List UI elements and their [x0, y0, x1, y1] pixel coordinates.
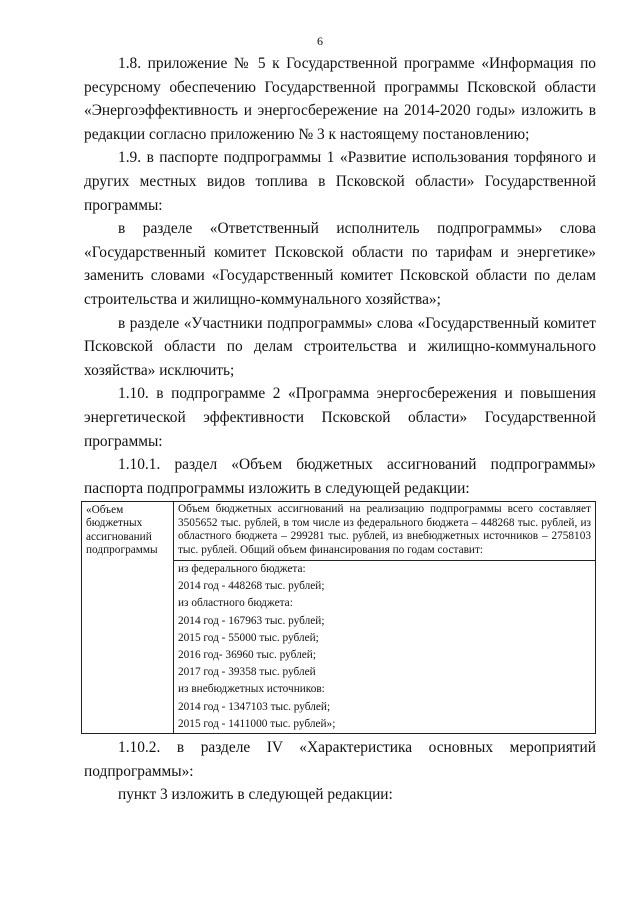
paragraph-1-9: 1.9. в паспорте подпрограммы 1 «Развитие использования торфяного и других местных видов топлива в Псковской области» Государственной программы:	[84, 149, 596, 214]
paragraph-1-10: 1.10. в подпрограмме 2 «Программа энергосбережения и повышения энергетической эффективности Псковской области» Государственной программы:	[84, 385, 596, 450]
table-line: 2014 год - 1347103 тыс. рублей;	[178, 700, 331, 713]
table-line: 2014 год - 167963 тыс. рублей;	[178, 614, 325, 627]
table-line: из областного бюджета:	[178, 597, 293, 610]
table-line: 2015 год - 1411000 тыс. рублей»;	[178, 717, 336, 730]
paragraph-responsible-executor: в разделе «Ответственный исполнитель подпрограммы» слова «Государственный комитет Псковской области по тарифам и энергетике» заменить словами «Государственный комитет Псковской области по делам строительства и жилищно-коммунального хозяйства»;	[84, 220, 596, 308]
table-label: «Объем бюджетных ассигнований подпрограммы	[86, 504, 158, 556]
table-content-cell	[174, 502, 596, 734]
table-line: 2016 год- 36960 тыс. рублей;	[178, 648, 316, 661]
paragraph-1-10-1: 1.10.1. раздел «Объем бюджетных ассигнований подпрограммы» паспорта подпрограммы изложить в следующей редакции:	[84, 456, 596, 497]
budget-allocation-table	[81, 501, 596, 734]
paragraph-1-10-2: 1.10.2. в разделе IV «Характеристика основных мероприятий подпрограммы»:	[84, 738, 596, 780]
document-body	[84, 52, 596, 807]
table-intro-text: Объем бюджетных ассигнований на реализацию подпрограммы всего составляет 3505652 тыс. рублей, в том числе из федерального бюджета – 448268 тыс. рублей, из областного бюджета – 299281 тыс. рублей, из внебюджетных источников – 2758103 тыс. рублей. Общий объем финансирования по годам составит:	[178, 503, 591, 556]
paragraph-point-3: пункт 3 изложить в следующей редакции:	[118, 786, 393, 804]
page-number: 6	[317, 34, 323, 48]
paragraph-1-8: 1.8. приложение № 5 к Государственной программе «Информация по ресурсному обеспечению Государственной программы Псковской области «Энергоэффективность и энергосбережение на 2014-2020 годы» изложить в редакции согласно приложению № 3 к настоящему постановлению;	[84, 55, 596, 143]
table-line: из федерального бюджета:	[178, 562, 306, 575]
paragraph-participants: в разделе «Участники подпрограммы» слова «Государственный комитет Псковской области по делам строительства и жилищно-коммунального хозяйства» исключить;	[84, 314, 596, 379]
table-line: из внебюджетных источников:	[178, 683, 325, 696]
table-row	[82, 502, 596, 734]
table-line: 2014 год - 448268 тыс. рублей;	[178, 580, 325, 593]
table-label-cell	[82, 502, 174, 734]
table-line: 2017 год - 39358 тыс. рублей	[178, 666, 316, 679]
table-line: 2015 год - 55000 тыс. рублей;	[178, 631, 319, 644]
